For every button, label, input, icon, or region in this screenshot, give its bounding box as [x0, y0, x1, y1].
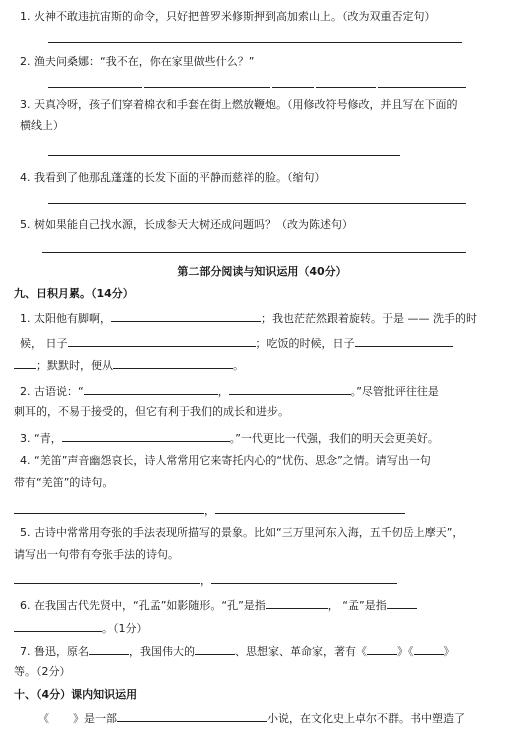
s9-q4-sep: ， — [204, 504, 215, 517]
question-2-text: 2. 渔夫问桑娜：“我不在，你在家里做些什么？” — [20, 55, 255, 68]
s9-q4-answer — [14, 502, 405, 518]
s9-q3-line — [20, 430, 439, 446]
answer-line-q1[interactable] — [48, 42, 462, 43]
s10-text-c: 小说，在文化史上卓尔不群。书中塑造了 — [267, 712, 465, 725]
s9-q4-line2: 带有“羌笛”的诗句。 — [14, 476, 114, 489]
s9-q1-line1 — [20, 310, 477, 326]
question-4-text: 4. 我看到了他那乱蓬蓬的长发下面的平静而慈祥的脸。（缩句） — [20, 171, 326, 184]
s9-q1-text-c: 候， 日子 — [20, 337, 68, 350]
s9-q1-line2 — [20, 335, 453, 351]
s9-q3-blank[interactable] — [62, 430, 230, 442]
s9-q1-text-f: 。 — [233, 359, 244, 372]
question-1-text: 1. 火神不敢违抗宙斯的命令，只好把普罗米修斯押到高加索山上。（改为双重否定句） — [20, 10, 436, 23]
s9-q1-line3 — [14, 357, 244, 373]
answer-line-q2-d[interactable] — [316, 87, 376, 88]
question-3-text-line1: 3. 天真冷呀，孩子们穿着棉衣和手套在街上燃放鞭炮。（用修改符号修改，并且写在下面的 — [20, 98, 458, 111]
s10-text-a: 《 — [38, 712, 49, 725]
s9-q2-line2: 刺耳的，不易于接受的，但它有利于我们的成长和进步。 — [14, 405, 289, 418]
answer-line-q2-a[interactable] — [48, 87, 142, 88]
s9-q4-line1: 4. “羌笛”声音幽怨哀长，诗人常常用它来寄托内心的“忧伤、思念”之情。请写出一句 — [20, 454, 431, 467]
s9-q6-text-c: 。（1分） — [102, 622, 148, 635]
s9-q2-text-a: 2. 古语说：“ — [20, 385, 84, 398]
s9-q5-blank-1[interactable] — [14, 572, 200, 584]
s9-q7-blank-1[interactable] — [89, 643, 129, 655]
s9-q7-blank-4[interactable] — [414, 643, 444, 655]
s9-q7-text-e: 》 — [443, 645, 455, 658]
answer-line-q4[interactable] — [48, 203, 466, 204]
s9-q2-blank-2[interactable] — [229, 383, 351, 395]
s9-q3-text-a: 3. “青， — [20, 432, 62, 445]
s9-q6-blank-1[interactable] — [266, 597, 328, 609]
question-3-text-line2: 横线上） — [20, 119, 64, 132]
answer-line-q2-e[interactable] — [378, 87, 466, 88]
s9-q7-blank-3[interactable] — [367, 643, 397, 655]
section10-title: 十、（4分）课内知识运用 — [14, 688, 138, 701]
answer-line-q2-c[interactable] — [272, 87, 314, 88]
s9-q1-text-a: 1. 太阳他有脚啊， — [20, 312, 111, 325]
s9-q3-text-b: 。”一代更比一代强，我们的明天会更美好。 — [229, 432, 439, 445]
s9-q7-text-b: ，我国伟大的 — [129, 645, 195, 658]
answer-line-q5[interactable] — [42, 252, 466, 253]
s9-q2-text-c: 。”尽管批评往往是 — [350, 385, 439, 398]
s10-line1 — [38, 710, 465, 726]
s10-blank[interactable] — [117, 710, 267, 722]
s9-q1-text-b: ；我也茫茫然跟着旋转。于是 —— 洗手的时 — [261, 312, 477, 325]
s9-q5-answer — [14, 572, 397, 588]
s9-q6-line1 — [20, 597, 417, 613]
s9-q1-blank-4[interactable] — [14, 357, 36, 369]
s9-q5-line2: 请写出一句带有夸张手法的诗句。 — [14, 548, 179, 561]
s9-q7-blank-2[interactable] — [195, 643, 235, 655]
s9-q7-text-d: 》《 — [397, 645, 414, 658]
s9-q5-sep: ， — [200, 574, 211, 587]
s9-q4-blank-1[interactable] — [14, 502, 204, 514]
s9-q6-text-a: 6. 在我国古代先贤中，“孔孟”如影随形。“孔”是指 — [20, 599, 266, 612]
s9-q1-blank-5[interactable] — [113, 357, 233, 369]
s10-text-b: 》是一部 — [73, 712, 117, 725]
s9-q6-blank-2[interactable] — [387, 597, 417, 609]
s9-q7-text-a: 7. 鲁迅，原名 — [20, 645, 89, 658]
s9-q1-blank-1[interactable] — [111, 310, 261, 322]
s9-q1-text-d: ；吃饭的时候，日子 — [255, 337, 355, 350]
s9-q7-line1 — [20, 643, 455, 659]
s9-q7-line2: 等。（2分） — [14, 665, 71, 678]
s9-q1-text-e: ；默默时，便从 — [36, 359, 113, 372]
s9-q1-blank-2[interactable] — [68, 335, 256, 347]
s9-q6-line2 — [14, 620, 148, 636]
s9-q5-line1: 5. 古诗中常常用夸张的手法表现所描写的景象。比如“三万里河东入海，五千仞岳上摩天”， — [20, 526, 464, 539]
s9-q6-blank-3[interactable] — [14, 620, 102, 632]
question-5-text: 5. 树如果能自己找水源，长成参天大树还成问题吗？（改为陈述句） — [20, 218, 353, 231]
s9-q5-blank-2[interactable] — [211, 572, 397, 584]
s9-q4-blank-2[interactable] — [215, 502, 405, 514]
s9-q1-blank-3[interactable] — [355, 335, 453, 347]
s9-q6-text-b: ， “孟”是指 — [327, 599, 387, 612]
s9-q7-text-c: 、思想家、革命家，著有《 — [235, 645, 367, 658]
s9-q2-text-b: ， — [217, 385, 229, 398]
section9-title: 九、日积月累。（14分） — [14, 287, 134, 300]
s9-q2-line1 — [20, 383, 439, 399]
s9-q2-blank-1[interactable] — [84, 383, 218, 395]
answer-line-q3[interactable] — [48, 155, 400, 156]
answer-line-q2-b[interactable] — [144, 87, 270, 88]
part2-heading: 第二部分阅读与知识运用（40分） — [177, 265, 347, 278]
